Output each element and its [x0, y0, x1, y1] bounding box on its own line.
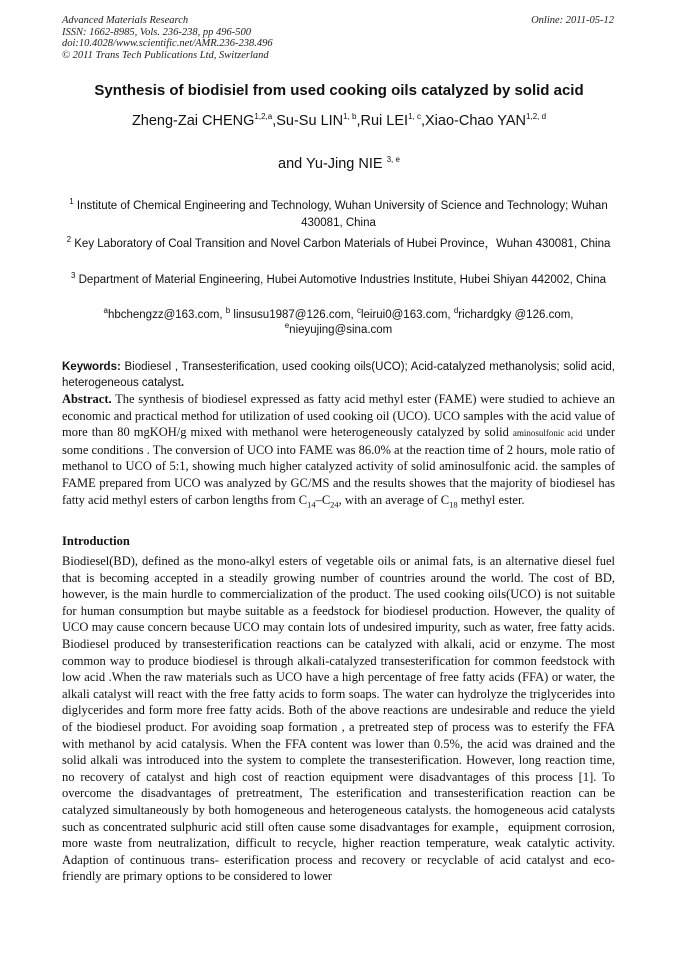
abstract-text: aminosulfonic acid: [512, 428, 583, 439]
affiliation-1: [62, 198, 615, 232]
paper-title: Synthesis of biodisiel from used cooking oils catalyzed by solid acid: [94, 82, 584, 99]
keywords: [62, 360, 615, 391]
author-superscript: 1, c: [408, 112, 421, 122]
introduction-text: Biodiesel(BD), defined as the mono-alkyl esters of vegetable oils or animal fats, is an alternative diesel fuel that is becoming accepted in a steadily growing number of countries around the world. The cost of BD, however, is the main hurdle to commercialization of the product. The used cooking oils(UCO) is not suitable for human consumption but maybe suitable as a feedstock for biodiesel production. However, the quality of UCO may cause concern because UCO may contain lots of undesired impurity, such as water, free fatty acids. Biodiesel produced by transesterification reactions can be catalyzed with alkali, acid or enzyme. The most common way to produce biodiesel is through alkali-catalyzed transesterification for common feedstock with low acid .When the raw materials such as UCO have a high percentage of free fatty acids (FFA) or water, the alkali catalyst will react with the free fatty acids to form soaps. The water can hydrolyze the triglycerides into diglycerides and form more free fatty acids. Both of the above reactions are undesirable and reduce the yield of the biodiesel product. For avoiding soap formation , a pretreated step of process was to esterify the FFA with methanol by acid catalysis. When the FFA content was lower than 0.5%, the acid was drained and the solid alkali was introduced into the system to complete the transesterification. However, long reaction time, no recovery of catalyst and high cost of reaction equipment were disadvantages of this process [1]. To overcome the disadvantages of pretreatment, The esterification and transesterification reaction can be catalyzed simultaneously by both homogeneous and heterogeneous catalysts. the homogeneous acid catalysts such as concentrated sulphuric acid still often cause some disadvantages for example，equipment corrosion, more waste from neutralization, difficult to recycle, higher reaction temperature, weak catalytic activity. Adaption of continuous trans- esterification process and recovery or recyclable of acid catalyst and eco-friendly are primary options to be considered to lower: [62, 554, 615, 884]
affiliation-text: Key Laboratory of Coal Transition and Novel Carbon Materials of Hubei Province，Wuhan 430081, China: [74, 238, 611, 250]
email-link[interactable]: linsusu1987@126.com,: [230, 309, 357, 321]
email-link[interactable]: richardgky @126.com,: [458, 309, 574, 321]
author-superscript: 1,2, d: [526, 112, 547, 122]
keywords-text: Biodiesel , Transesterification, used cooking oils(UCO); Acid-catalyzed methanolysis; solid acid, heterogeneous catalyst: [62, 361, 615, 389]
keywords-end: .: [180, 376, 185, 389]
section-heading: Introduction: [62, 534, 130, 548]
subscript: 24: [330, 499, 339, 510]
author-line-1: [40, 113, 638, 129]
abstract-text: , with an average of C: [338, 492, 450, 507]
affiliation-number: 1: [69, 197, 74, 207]
affiliation-3: [62, 272, 615, 289]
author-name: ,Su-Su LIN: [272, 113, 344, 129]
subscript: 18: [449, 499, 458, 510]
author-superscript: 1, b: [343, 112, 357, 122]
keywords-label: Keywords:: [62, 361, 121, 373]
author-name: ,Rui LEI: [356, 113, 409, 129]
affiliation-2: [62, 236, 615, 253]
email-superscript: e: [284, 321, 290, 331]
author-name: Zheng-Zai CHENG: [131, 113, 255, 129]
issn-line: ISSN: 1662-8985, Vols. 236-238, pp 496-500: [62, 26, 251, 38]
author-name: and Yu-Jing NIE: [278, 156, 383, 172]
email-link[interactable]: nieyujing@sina.com: [289, 324, 393, 336]
copyright-line: © 2011 Trans Tech Publications Ltd, Switzerland: [62, 49, 269, 61]
affiliation-text: Institute of Chemical Engineering and Technology, Wuhan University of Science and Technology; Wuhan 430081, China: [76, 200, 608, 229]
online-date: Online: 2011-05-12: [531, 15, 614, 26]
email-superscript: a: [103, 306, 108, 316]
email-link[interactable]: leirui0@163.com,: [360, 309, 454, 321]
journal-header: [62, 15, 273, 61]
subscript: 14: [307, 499, 316, 510]
author-superscript: 3, e: [386, 155, 400, 165]
affiliation-number: 2: [66, 235, 72, 245]
author-name: ,Xiao-Chao YAN: [420, 113, 527, 129]
doi-line: doi:10.4028/www.scientific.net/AMR.236-238.496: [62, 38, 273, 49]
author-line-2: [40, 156, 638, 172]
email-superscript: b: [225, 306, 231, 316]
abstract-text: methyl ester.: [457, 492, 525, 507]
abstract-label: Abstract.: [62, 392, 112, 406]
email-superscript: c: [356, 306, 361, 316]
abstract: [62, 391, 615, 508]
email-link[interactable]: hbchengzz@163.com,: [107, 309, 226, 321]
abstract-text: under some conditions . The conversion of UCO into FAME was 86.0% at the reaction time of 2 hours, mole ratio of methanol to UCO of 5:1, showing much higher catalyzed activity of solid aminosulfonic acid. the samples of FAME prepared from UCO was analyzed by GC/MS and the results showes that the majority of biodiesel has fatty acid methyl esters of carbon lengths from C: [62, 425, 615, 507]
abstract-text: The synthesis of biodiesel expressed as fatty acid methyl ester (FAME) were studied to achieve an economic and practical method for utilization of used cooking oil (UCO). UCO samples with the acid value of more than 80 mgKOH/g mixed with methanol were heterogeneously catalyzed by solid: [62, 392, 615, 440]
journal-name: Advanced Materials Research: [62, 15, 189, 26]
email-superscript: d: [453, 306, 459, 316]
affiliation-text: Department of Material Engineering, Hubei Automotive Industries Institute, Hubei Shiyan 442002, China: [78, 274, 607, 286]
abstract-text: –C: [315, 492, 331, 507]
author-superscript: 1,2,a: [254, 112, 273, 122]
affiliation-number: 3: [70, 271, 76, 281]
author-emails: [62, 308, 615, 338]
